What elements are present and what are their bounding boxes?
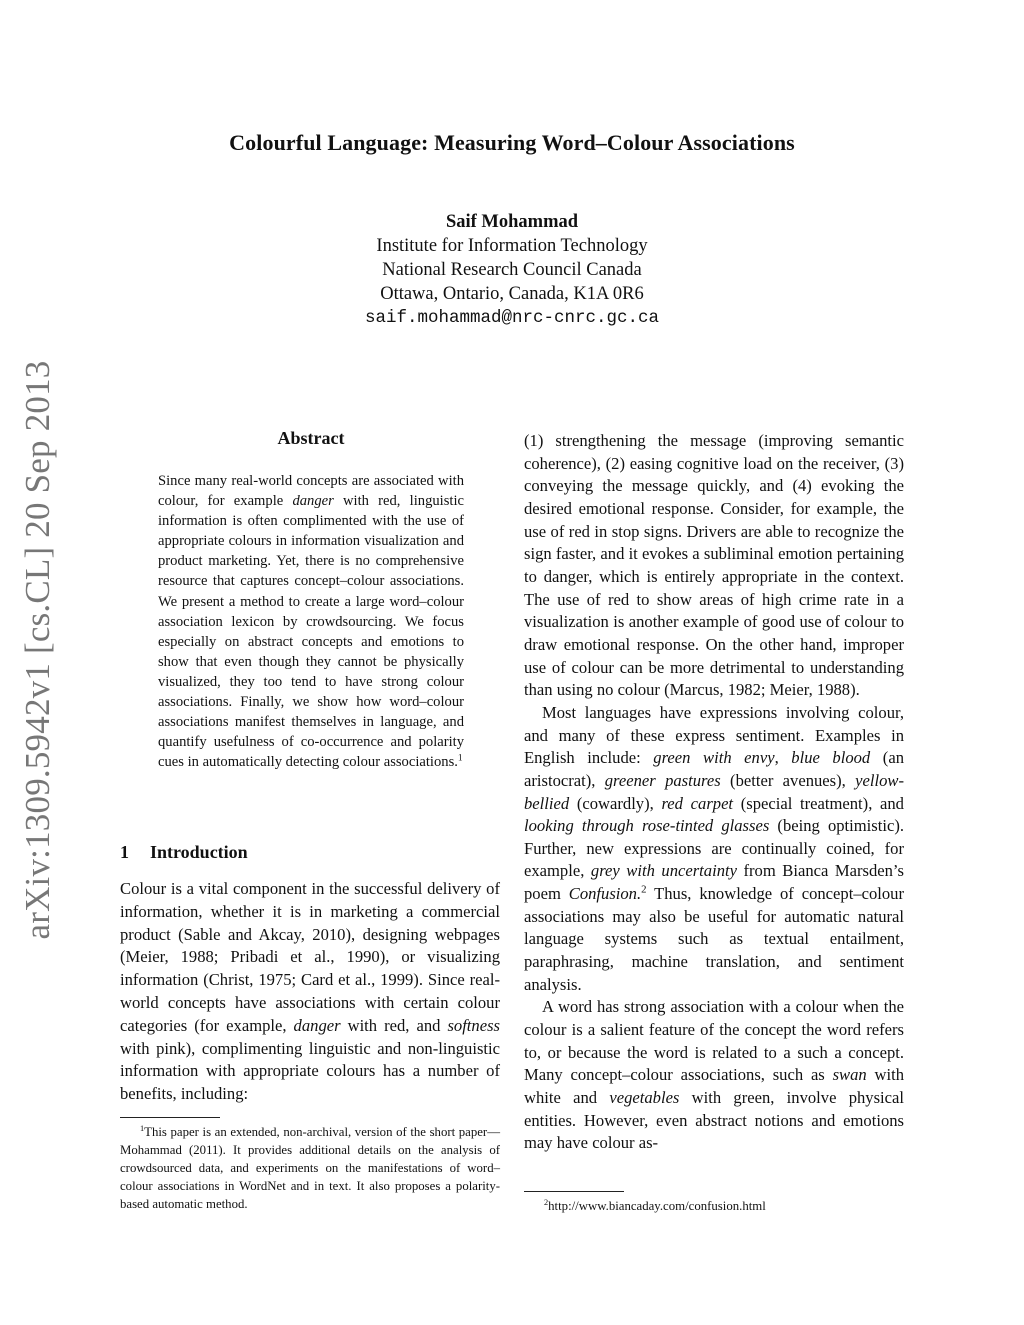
paper-title: Colourful Language: Measuring Word–Colour Associations: [229, 130, 795, 155]
footnote-divider: [524, 1191, 624, 1192]
author-affiliation-council: National Research Council Canada: [382, 260, 642, 280]
paragraph-expressions: Most languages have expressions involving colour, and many of these express sentiment. Examples in English include: green with envy, blue blood (an aristocrat), greener pastures (better avenues), yellow-bellied (cowardly), red carpet (special treatment), and looking through rose-tinted glasses (being optimistic). Further, new expressions are continually coined, for example, grey with uncertainty from Bianca Marsden’s poem Confusion.$^2$ Thus, knowledge of concept–colour associations may also be useful for automatic natural language systems such as textual entailment, paraphrasing, machine translation, and sentiment analysis.: [524, 702, 905, 994]
abstract-body: Since many real-world concepts are associated with colour, for example danger with red, linguistic information is often complimented with the use of appropriate colours in information visualization and product marketing. Yet, there is no comprehensive resource that captures concept–colour associations. We present a method to create a large word–colour association lexicon by crowdsourcing. We focus especially on abstract concepts and emotions to show that even though they cannot be physically visualized, they too tend to have strong colour associations. Finally, we show how word–colour associations manifest themselves in language, and quantify usefulness of co-occurrence and polarity cues in automatically detecting colour associations.$^1$: [158, 473, 464, 771]
footnote-2-url[interactable]: http://www.biancaday.com/confusion.html: [548, 1199, 766, 1213]
author-block: [0, 210, 1024, 330]
paragraph-benefits: (1) strengthening the message (improving semantic coherence), (2) easing cognitive load on the receiver, (3) conveying the message quickly, and (4) evoking the desired emotional response. Consider, for example, the use of red in stop signs. Drivers are able to recognize the sign faster, and it evokes a subliminal emotion pertaining to danger, which is entirely appropriate in the context. The use of red to show areas of high crime rate in a visualization is another example of good use of colour to draw emotional response. On the other hand, improper use of colour can be more detrimental to understanding than using no colour (Marcus, 1982; Meier, 1988).: [524, 431, 904, 700]
footnote-divider: [120, 1117, 220, 1118]
footnote-1: [120, 1117, 500, 1213]
footnote-2-mark: 2: [544, 1198, 549, 1208]
footnote-2: [524, 1191, 904, 1215]
footnote-ref-1[interactable]: 1: [457, 753, 463, 764]
introduction-body: Colour is a vital component in the successful delivery of information, whether it is in marketing a commercial product (Sable and Akcay, 2010), designing webpages (Meier, 1988; Pribadi et al., 1990), or visualizing information (Christ, 1975; Card et al., 1999). Since real-world concepts have associations with certain colour categories (for example, danger with red, and softness with pink), complimenting linguistic and non-linguistic information with appropriate colours has a number of benefits, including:: [120, 879, 500, 1104]
arxiv-sidebar-stamp: [18, 360, 58, 940]
abstract-heading: Abstract: [277, 428, 345, 448]
section-number: 1: [120, 842, 129, 862]
paragraph-associations: A word has strong association with a colour when the colour is a salient feature of the concept the word refers to, or because the word is related to a such a concept. Many concept–colour associations, such as swan with white and vegetables with green, involve physical entities. However, even abstract notions and emotions may have colour as-: [524, 997, 905, 1153]
author-email[interactable]: saif.mohammad@nrc-cnrc.gc.ca: [364, 308, 660, 328]
footnote-1-mark: 1: [140, 1124, 145, 1134]
right-column-body: [524, 430, 904, 1155]
section-title: Introduction: [150, 842, 248, 862]
author-name: Saif Mohammad: [445, 212, 579, 232]
footnote-1-text: This paper is an extended, non-archival, version of the short paper—Mohammad (2011). It provides additional details on the analysis of crowdsourced data, and experiments on the manifestations of word–colour associations in WordNet and in text. It also proposes a polarity-based automatic method.: [120, 1125, 500, 1211]
arxiv-identifier: arXiv:1309.5942v1 [cs.CL] 20 Sep 2013: [18, 360, 57, 940]
author-affiliation-institute: Institute for Information Technology: [376, 236, 648, 256]
section-heading-introduction: [120, 842, 500, 863]
footnote-ref-2[interactable]: 2: [641, 883, 647, 896]
author-address: Ottawa, Ontario, Canada, K1A 0R6: [380, 284, 644, 304]
